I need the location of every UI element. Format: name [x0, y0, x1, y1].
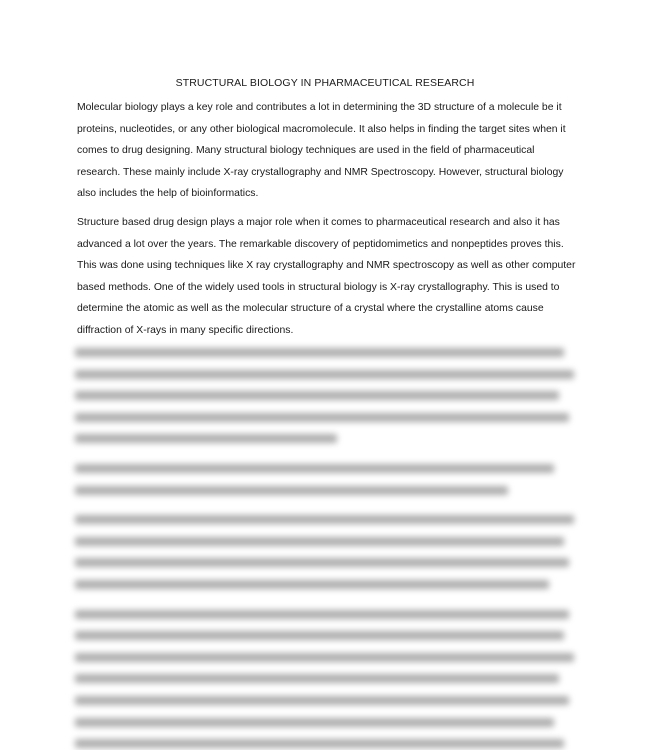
- paragraph-2: Structure based drug design plays a major role when it comes to pharmaceutical research and also it has advanced a lot over the years. The remarkable discovery of peptidomimetics and nonpeptides proves this. This was done using techniques like X ray crystallography and NMR spectroscopy as well as other computer based methods. One of the widely used tools in structural biology is X-ray crystallography. This is used to determine the atomic as well as the molecular structure of a crystal where the crystalline atoms cause diffraction of X-rays in many specific directions.: [77, 217, 576, 336]
- paragraph-1: Molecular biology plays a key role and contributes a lot in determining the 3D structure of a molecule be it proteins, nucleotides, or any other biological macromolecule. It also helps in finding the target sites when it comes to drug designing. Many structural biology techniques are used in the field of pharmaceutical research. These mainly include X-ray crystallography and NMR Spectroscopy. However, structural biology also includes the help of bioinformatics.: [77, 102, 566, 200]
- document-title: STRUCTURAL BIOLOGY IN PHARMACEUTICAL RESEARCH: [175, 77, 475, 89]
- blurred-preview-text: [75, 348, 579, 750]
